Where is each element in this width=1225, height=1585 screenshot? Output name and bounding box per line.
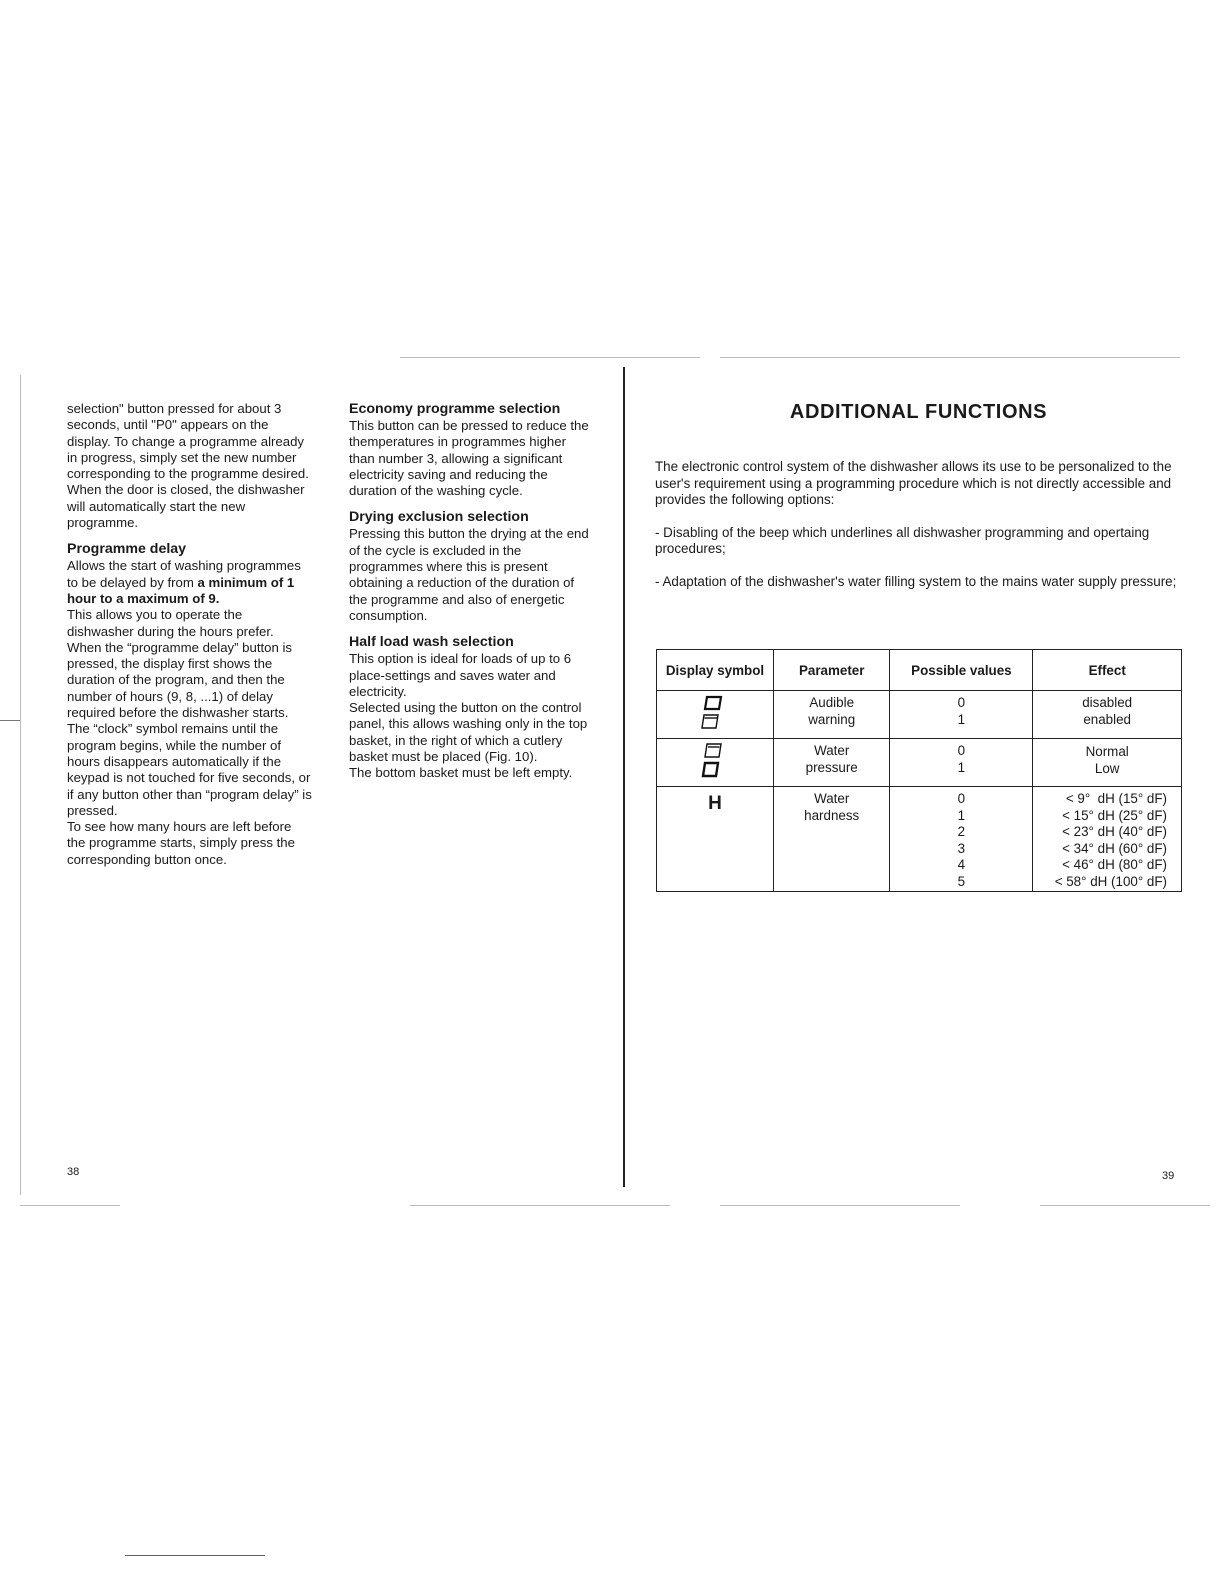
effect-1: Low — [1094, 760, 1120, 776]
value-4: 4 — [957, 857, 966, 872]
value-2: 2 — [957, 824, 966, 839]
effect-1: < 15° dH (25° dF) — [1062, 807, 1167, 823]
value-0: 0 — [957, 695, 966, 710]
effect-4: < 46° dH (80° dF) — [1062, 857, 1167, 872]
scan-line-top-left — [400, 357, 700, 358]
effects-cell — [1033, 691, 1182, 739]
programme-delay-heading: Programme delay — [67, 541, 187, 558]
parameter-cell — [774, 739, 890, 787]
effect-1: enabled — [1083, 711, 1132, 727]
scan-line-top-right — [720, 357, 1180, 358]
parameter-line-2: warning — [808, 711, 856, 727]
scan-line-bottom-2 — [410, 1205, 670, 1206]
h-symbol: H — [708, 793, 722, 814]
effects-cell — [1033, 787, 1182, 892]
value-3: 3 — [957, 840, 966, 856]
option-pressure: - Adaptation of the dishwasher's water filling system to the mains water supply pressure; — [655, 573, 1177, 589]
symbol-cell — [657, 787, 774, 892]
half-load-text-1: This option is ideal for loads of up to 6 place-settings and saves water and electricity. — [349, 651, 572, 699]
effect-0: disabled — [1082, 695, 1133, 710]
value-0: 0 — [957, 743, 966, 758]
seven-segment-icon — [657, 739, 773, 783]
economy-heading: Economy programme selection — [349, 401, 561, 417]
values-cell — [890, 787, 1033, 892]
parameter-line-1: Water — [814, 791, 850, 806]
header-parameter: Parameter — [774, 650, 890, 691]
table-header-row — [657, 650, 1182, 691]
half-load-text-2: Selected using the button on the control panel, this allows washing only in the top basket, in the right of which a cutlery basket must be placed (Fig. 10). — [349, 700, 588, 765]
symbol-cell — [657, 739, 774, 787]
effect-2: < 23° dH (40° dF) — [1062, 824, 1167, 839]
delay-text-plain: Allows the start of washing programmes to be delayed by from — [67, 558, 301, 590]
effect-0: < 9° dH (15° dF) — [1065, 791, 1167, 806]
parameter-line-1: Water — [814, 743, 850, 758]
additional-intro: The electronic control system of the dishwasher allows its use to be personalized to the user's requirement using a programming procedure which is not directly accessible and provides the following options: — [655, 459, 1172, 507]
page-divider — [623, 367, 625, 1187]
parameter-line-1: Audible — [809, 695, 855, 710]
intro-text: selection" button pressed for about 3 seconds, until "P0" appears on the display. To change a programme already in progress, simply set the new number corresponding to the programme desired. When the door is closed, the dishwasher will automatically start the new programme. — [67, 401, 309, 531]
symbol-cell — [657, 691, 774, 739]
programme-delay-text-1 — [67, 558, 312, 607]
table-row — [657, 787, 1182, 892]
table-row — [657, 739, 1182, 787]
scan-line-bottom-1 — [20, 1205, 120, 1206]
header-possible-values: Possible values — [890, 650, 1033, 691]
seven-segment-icon — [657, 691, 773, 735]
value-0: 0 — [957, 791, 966, 806]
effect-0: Normal — [1085, 744, 1129, 759]
scan-line-bottom-3 — [720, 1205, 960, 1206]
value-1: 1 — [957, 711, 966, 727]
half-load-text-3: The bottom basket must be left empty. — [349, 765, 573, 781]
programme-delay-text-4: The “clock” symbol remains until the program begins, while the number of hours disappears automatically if the keypad is not touched for five seconds, or if any button other than “program delay” is pressed. — [67, 721, 312, 818]
scan-mark-left — [0, 720, 20, 721]
table-row — [657, 691, 1182, 739]
drying-heading: Drying exclusion selection — [349, 509, 529, 526]
delay-text-bold: a minimum of 1 hour to a maximum of 9. — [67, 574, 295, 606]
page-number-left: 38 — [67, 1166, 80, 1178]
scan-line-bottom-4 — [1040, 1205, 1210, 1206]
value-1: 1 — [957, 759, 966, 775]
option-beep: - Disabling of the beep which underlines all dishwasher programming and opertaing procedures; — [655, 524, 1150, 556]
drying-text: Pressing this button the drying at the end of the cycle is excluded in the programmes where this is present obtaining a reduction of the duration of the programme and also of energetic consumption. — [349, 526, 589, 623]
right-text-block — [655, 459, 1180, 590]
values-cell — [890, 739, 1033, 787]
scan-mark-bottom — [125, 1555, 265, 1556]
programme-delay-text-5: To see how many hours are left before the programme starts, simply press the corresponding button once. — [67, 819, 295, 867]
effects-cell — [1033, 739, 1182, 787]
left-column-1 — [67, 401, 312, 868]
effect-5: < 58° dH (100° dF) — [1054, 873, 1167, 889]
parameter-line-2: hardness — [804, 807, 860, 823]
page-number-right: 39 — [1162, 1170, 1175, 1182]
effect-3: < 34° dH (60° dF) — [1062, 840, 1167, 856]
half-load-heading: Half load wash selection — [349, 634, 514, 651]
page-title: ADDITIONAL FUNCTIONS — [789, 401, 1048, 423]
parameter-line-2: pressure — [805, 759, 858, 775]
value-1: 1 — [957, 807, 966, 823]
left-column-2 — [349, 401, 589, 782]
value-5: 5 — [957, 873, 966, 889]
functions-table — [656, 649, 1182, 892]
parameter-cell — [774, 787, 890, 892]
programme-delay-text-3: When the “programme delay” button is pressed, the display first shows the duration of the program, and then the number of hours (9, 8, ...1) of delay required before the dishwasher starts. — [67, 639, 293, 721]
parameter-cell — [774, 691, 890, 739]
header-display-symbol: Display symbol — [657, 650, 774, 691]
economy-text: This button can be pressed to reduce the themperatures in programmes higher than number 3, allowing a significant electricity saving and reducing the duration of the washing cycle. — [349, 418, 589, 499]
header-effect: Effect — [1033, 650, 1182, 691]
programme-delay-text-2: This allows you to operate the dishwasher during the hours prefer. — [67, 607, 274, 639]
values-cell — [890, 691, 1033, 739]
scan-edge-left — [20, 375, 21, 1195]
